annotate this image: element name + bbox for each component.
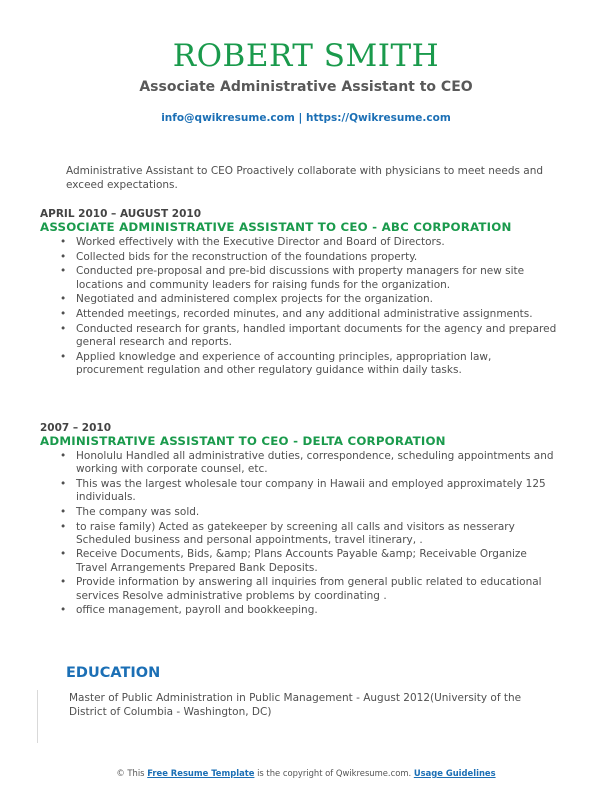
job-dates: APRIL 2010 – AUGUST 2010 xyxy=(40,208,202,220)
bullet-item: • Provide information by answering all inquiries from general public related to educational services Resolve administrative problems by coordinating . xyxy=(40,576,560,602)
footer-prefix: © This xyxy=(116,768,148,778)
free-resume-template-link[interactable]: Free Resume Template xyxy=(147,768,255,778)
bullet-item: • Honolulu Handled all administrative duties, correspondence, scheduling appointments and working with corporate counsel, etc. xyxy=(40,450,560,476)
website-link[interactable]: https://Qwikresume.com xyxy=(305,112,451,124)
bullet-item: • office management, payroll and bookkeeping. xyxy=(40,604,560,617)
bullet-item: • Attended meetings, recorded minutes, and any additional administrative assignments. xyxy=(40,308,560,321)
bullet-item: • Applied knowledge and experience of accounting principles, appropriation law, procurement regulation and other regulatory guidance within daily tasks. xyxy=(40,351,560,377)
bullet-item: • Collected bids for the reconstruction of the foundations property. xyxy=(40,251,560,264)
footer-copyright: is the copyright of Qwikresume.com. xyxy=(254,768,414,778)
candidate-name: ROBERT SMITH xyxy=(172,38,440,74)
experience-entry xyxy=(40,422,560,619)
bullet-item: • Conducted research for grants, handled important documents for the agency and prepared general research and reports. xyxy=(40,323,560,349)
job-bullets xyxy=(40,450,560,617)
bullet-item: • Conducted pre-proposal and pre-bid discussions with property managers for new site locations and community leaders for raising funds for the organization. xyxy=(40,265,560,291)
contact-separator: | xyxy=(294,112,306,124)
education-entry: Master of Public Administration in Public Management - August 2012(University of the District of Columbia - Washington, DC) xyxy=(69,692,522,718)
job-bullets xyxy=(40,236,560,377)
bullet-item: • Worked effectively with the Executive Director and Board of Directors. xyxy=(40,236,560,249)
usage-guidelines-link[interactable]: Usage Guidelines xyxy=(413,768,496,778)
job-title: Associate Administrative Assistant to CEO xyxy=(139,79,473,95)
bullet-item: • Negotiated and administered complex projects for the organization. xyxy=(40,293,560,306)
education-divider xyxy=(37,690,38,743)
job-heading: ASSOCIATE ADMINISTRATIVE ASSISTANT TO CEO - ABC CORPORATION xyxy=(40,220,512,234)
contact-line xyxy=(0,112,612,124)
bullet-item: • The company was sold. xyxy=(40,506,560,519)
job-heading: ADMINISTRATIVE ASSISTANT TO CEO - DELTA CORPORATION xyxy=(40,434,446,448)
footer xyxy=(0,768,612,778)
bullet-item: • Receive Documents, Bids, &amp; Plans Accounts Payable &amp; Receivable Organize Travel Arrangements Prepared Bank Deposits. xyxy=(40,548,560,574)
email-link[interactable]: info@qwikresume.com xyxy=(161,112,295,124)
education-heading: EDUCATION xyxy=(66,665,161,681)
experience-entry xyxy=(40,208,560,379)
summary: Administrative Assistant to CEO Proactively collaborate with physicians to meet needs and exceed expectations. xyxy=(66,165,544,191)
bullet-item: • to raise family) Acted as gatekeeper by screening all calls and visitors as nesserary Scheduled business and personal appointments, travel itinerary, . xyxy=(40,521,560,547)
job-dates: 2007 – 2010 xyxy=(40,422,112,434)
bullet-item: • This was the largest wholesale tour company in Hawaii and employed approximately 125 individuals. xyxy=(40,478,560,504)
